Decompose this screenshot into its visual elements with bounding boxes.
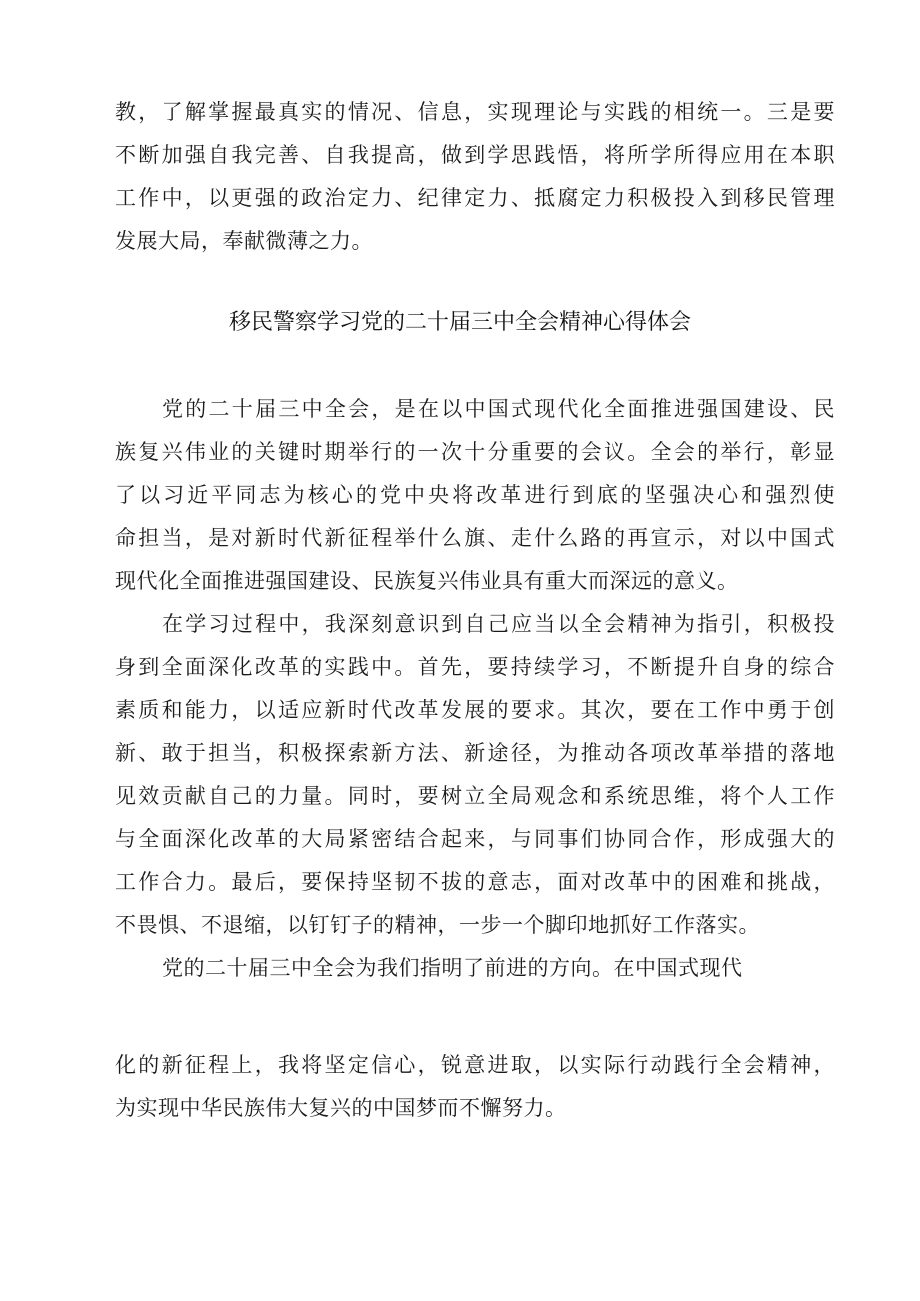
text-line: 与全面深化改革的大局紧密结合起来，与同事们协同合作，形成强大的 xyxy=(115,827,835,851)
text-line: 化的新征程上，我将坚定信心，锐意进取，以实际行动践行全会精神， xyxy=(115,1053,835,1077)
text-line: 为实现中华民族伟大复兴的中国梦而不懈努力。 xyxy=(115,1096,567,1120)
text-line: 族复兴伟业的关键时期举行的一次十分重要的会议。全会的举行，彰显 xyxy=(115,440,835,464)
text-line: 不断加强自我完善、自我提高，做到学思践悟，将所学所得应用在本职 xyxy=(115,143,835,167)
text-line: 见效贡献自己的力量。同时，要树立全局观念和系统思维，将个人工作 xyxy=(115,784,835,808)
text-line: 现代化全面推进强国建设、民族复兴伟业具有重大而深远的意义。 xyxy=(115,569,739,593)
article-title: 移民警察学习党的二十届三中全会精神心得体会 xyxy=(228,310,691,335)
text-line: 新、敢于担当，积极探索新方法、新途径，为推动各项改革举措的落地 xyxy=(115,741,835,765)
text-line: 发展大局，奉献微薄之力。 xyxy=(115,229,373,253)
text-line: 工作合力。最后，要保持坚韧不拔的意志，面对改革中的困难和挑战， xyxy=(115,870,835,894)
text-line: 素质和能力，以适应新时代改革发展的要求。其次，要在工作中勇于创 xyxy=(115,698,835,722)
text-line: 党的二十届三中全会为我们指明了前进的方向。在中国式现代 xyxy=(162,956,743,980)
text-line: 身到全面深化改革的实践中。首先，要持续学习，不断提升自身的综合 xyxy=(115,655,835,679)
text-line: 命担当，是对新时代新征程举什么旗、走什么路的再宣示，对以中国式 xyxy=(115,526,835,550)
text-line: 不畏惧、不退缩，以钉钉子的精神，一步一个脚印地抓好工作落实。 xyxy=(115,913,760,937)
text-line: 了以习近平同志为核心的党中央将改革进行到底的坚强决心和强烈使 xyxy=(115,483,835,507)
text-line: 党的二十届三中全会，是在以中国式现代化全面推进强国建设、民 xyxy=(162,397,835,421)
text-line: 工作中，以更强的政治定力、纪律定力、抵腐定力积极投入到移民管理 xyxy=(115,186,835,210)
text-line: 教，了解掌握最真实的情况、信息，实现理论与实践的相统一。三是要 xyxy=(115,100,835,124)
text-line: 在学习过程中，我深刻意识到自己应当以全会精神为指引，积极投 xyxy=(162,612,835,636)
